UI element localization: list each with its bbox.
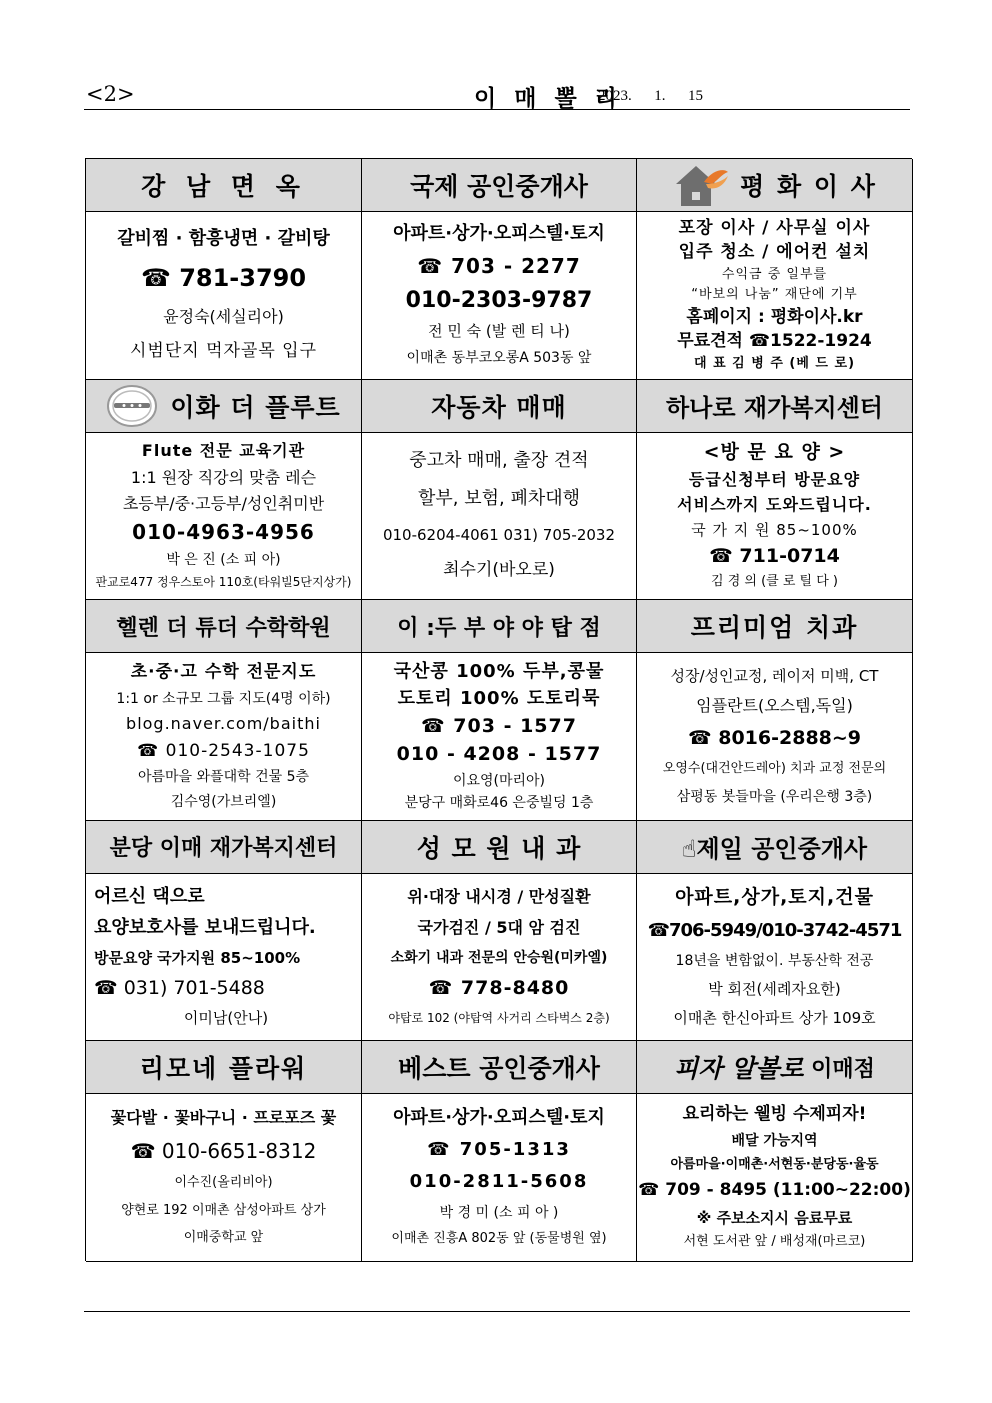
ad-address: 서현 도서관 앞 / 배성재(마르코): [683, 1234, 866, 1250]
ad-phone: ☎ 8016-2888~9: [687, 726, 862, 749]
ad-address: 분당구 매화로46 은중빌딩 1층: [404, 795, 594, 812]
ad-title: 프리미엄 치과: [637, 600, 912, 653]
ad-phone: ☎ 703 - 2277: [417, 253, 581, 278]
footer-divider: [84, 1311, 910, 1312]
ad-card-hanaro-welfare: [637, 380, 913, 601]
ad-title: 이 :두 부 야 야 탑 점: [362, 600, 636, 653]
ad-owner: 최수기(바오로): [443, 559, 555, 580]
ad-address: 이매중학교 앞: [183, 1230, 264, 1246]
ad-phone: ☎ 711-0714: [709, 545, 840, 568]
ad-donation: 수익금 중 일부를: [721, 266, 828, 282]
ad-card-limone-flower: [86, 1041, 362, 1262]
ad-phone: ☎ 703 - 1577: [421, 714, 577, 737]
ad-title: 평 화 이 사: [637, 159, 912, 212]
ad-title: [637, 1041, 912, 1094]
ad-donation: “바보의 나눔” 재단에 기부: [691, 286, 858, 302]
ad-owner: 오영수(대건안드레아) 치과 교정 전문의: [662, 761, 887, 777]
ad-product: 도토리 100% 도토리묵: [397, 687, 601, 709]
ad-description: 요양보호사를 보내드립니다.: [94, 917, 316, 939]
ad-card-helen-tudor-math: [86, 600, 362, 821]
ad-tagline: Flute 전문 교육기관: [141, 441, 306, 461]
issue-date: 2023. 1. 15: [598, 88, 703, 104]
ad-services: 아파트,상가,토지,건물: [675, 886, 874, 909]
ad-phone: 010-6204-4061 031) 705-2032: [382, 525, 616, 544]
header-divider: [84, 109, 910, 110]
ad-card-premium-dental: [637, 600, 913, 821]
ad-description: 서비스까지 도와드립니다.: [677, 495, 872, 515]
ad-phone: ☎ 705-1313: [427, 1139, 571, 1161]
ad-phone: ☎ 010-2543-1075: [137, 740, 310, 761]
ad-title: 분당 이매 재가복지센터: [86, 821, 361, 874]
ad-classes: 초등부/중·고등부/성인취미반: [122, 493, 325, 513]
ad-card-pyeonghwa-moving: [637, 159, 913, 380]
ad-card-ewha-flute: [86, 380, 362, 601]
ad-owner: 박 경 미 (소 피 아 ): [439, 1204, 559, 1221]
ad-brand: 피자 알볼로: [674, 1054, 804, 1084]
ad-owner: 대 표 김 병 주 (베 드 로): [693, 355, 856, 371]
ad-phone: 무료견적 ☎1522-1924: [677, 331, 872, 352]
ad-services: 아파트·상가·오피스텔·토지: [393, 223, 605, 245]
ad-phone: ☎ 010-6651-8312: [130, 1139, 317, 1164]
ad-title: 베스트 공인중개사: [362, 1041, 636, 1094]
ad-owner: 박 은 진 (소 피 아): [166, 551, 281, 568]
ad-doctor: 소화기 내과 전문의 안승원(미카엘): [390, 949, 608, 966]
ad-title: 강 남 면 옥: [86, 159, 361, 212]
ad-description: 18년을 변함없이. 부동산학 전공: [675, 953, 874, 970]
ad-address: 아름마을 와플대학 건물 5층: [137, 769, 310, 786]
ad-services: 임플란트(오스템,독일): [696, 696, 853, 716]
ad-card-seongmo-clinic: [362, 821, 637, 1042]
ad-card-gangnam-myeonok: [86, 159, 362, 380]
ad-tagline: 요리하는 웰빙 수제피자!: [682, 1103, 867, 1124]
ad-lessons: 1:1 or 소규모 그룹 지도(4명 이하): [116, 690, 331, 707]
ad-phone: ☎ 031) 701-5488: [94, 976, 265, 999]
ad-title: 헬렌 더 튜더 수학학원: [86, 600, 361, 653]
ad-homepage: 홈페이지 : 평화이사.kr: [686, 306, 863, 327]
ad-title: 하나로 재가복지센터: [637, 380, 912, 433]
bulletin-title: 이 매 뽈 리: [474, 86, 622, 112]
ad-mobile: 010-2811-5608: [409, 1171, 589, 1193]
page-header: [84, 80, 910, 110]
ad-address: 시범단지 먹자골목 입구: [129, 340, 318, 361]
ad-address: 야탑로 102 (야탑역 사거리 스타벅스 2층): [388, 1011, 610, 1026]
ad-mobile: 010-2303-9787: [405, 287, 593, 313]
ad-lessons: 1:1 원장 직강의 맞춤 레슨: [130, 467, 317, 487]
ad-card-bundang-imae-welfare: [86, 821, 362, 1042]
ad-blog: blog.naver.com/baithi: [126, 714, 321, 734]
ad-card-car-trading: [362, 380, 637, 601]
ad-owner: 이미남(안나): [183, 1009, 269, 1028]
ad-address: 이매촌 한신아파트 상가 109호: [673, 1008, 876, 1027]
ad-title: 이화 더 플루트: [86, 380, 361, 433]
page-number: <2>: [86, 82, 135, 106]
ad-phone: ☎706-5949/010-3742-4571: [647, 919, 902, 941]
ad-services: 성장/성인교정, 레이저 미백, CT: [670, 666, 879, 685]
ad-title: 성 모 원 내 과: [362, 821, 636, 874]
ad-tagline: 초·중·고 수학 전문지도: [130, 662, 317, 683]
ad-services: 포장 이사 / 사무실 이사: [678, 217, 871, 238]
ad-description: 어르신 댁으로: [94, 885, 205, 907]
ad-delivery-label: 배달 가능지역: [731, 1133, 818, 1150]
ad-owner: 김 경 의 (클 로 틸 다 ): [711, 574, 838, 590]
ad-owner: 이요영(마리아): [452, 772, 546, 789]
flute-logo-icon: [106, 384, 158, 428]
ad-services: 입주 청소 / 에어컨 설치: [678, 242, 871, 263]
ad-phone: ☎ 781-3790: [140, 264, 307, 293]
ad-services: 아파트·상가·오피스텔·토지: [393, 1106, 605, 1128]
ad-offer: ※ 주보소지시 음료무료: [696, 1208, 853, 1227]
ad-owner: 박 회전(세례자요한): [708, 979, 841, 998]
ad-address: 삼평동 봇들마을 (우리은행 3층): [676, 789, 873, 806]
house-dove-icon: [672, 162, 730, 208]
ad-support: 국 가 지 원 85~100%: [691, 520, 858, 539]
ad-owner: 윤정숙(세실리아): [163, 307, 284, 327]
ad-services: 할부, 보험, 폐차대행: [418, 488, 580, 510]
ad-services: 국가검진 / 5대 암 검진: [417, 917, 581, 937]
ad-support: 방문요양 국가지원 85~100%: [94, 948, 301, 967]
ad-card-jeil-realty: [637, 821, 913, 1042]
ad-phone: ☎ 709 - 8495 (11:00~22:00): [638, 1180, 911, 1201]
ad-products: 꽃다발 · 꽃바구니 · 프로포즈 꽃: [110, 1108, 337, 1128]
ad-card-best-realty: [362, 1041, 637, 1262]
ad-services: 위·대장 내시경 / 만성질환: [407, 887, 591, 907]
ad-card-gukje-realty: [362, 159, 637, 380]
ad-description: 등급신청부터 방문요양: [688, 469, 861, 489]
ad-phone: ☎ 778-8480: [428, 977, 570, 1000]
ad-title: 리모네 플라워: [86, 1041, 361, 1094]
ad-title: 국제 공인중개사: [362, 159, 636, 212]
ad-grid: [85, 158, 912, 1261]
ad-delivery-areas: 아름마을·이매촌·서현동·분당동·율동: [670, 1156, 879, 1172]
ad-mobile: 010 - 4208 - 1577: [396, 743, 602, 766]
ad-owner: 이수진(올리비아): [174, 1174, 273, 1190]
ad-services: 중고차 매매, 출장 견적: [409, 450, 589, 472]
ad-phone: 010-4963-4956: [132, 519, 315, 544]
ad-address: 양현로 192 이매촌 삼성아파트 상가: [121, 1202, 326, 1218]
ad-card-pizza-alvolo: [637, 1041, 913, 1262]
ad-title: 자동차 매매: [362, 380, 636, 433]
ad-address: 이매촌 진흥A 802동 앞 (동물병원 옆): [391, 1231, 607, 1247]
ad-product: 국산콩 100% 두부,콩물: [393, 660, 605, 682]
ad-service-title: <방 문 요 양 >: [703, 440, 846, 463]
ad-menu: 갈비찜 · 함흥냉면 · 갈비탕: [117, 228, 330, 250]
ad-owner: 전 민 숙 (발 렌 티 나): [428, 322, 570, 341]
ad-address: 판교로477 정우스토아 110호(타워빌5단지상가): [95, 574, 352, 589]
ad-owner: 김수영(가브리엘): [170, 793, 277, 810]
ad-card-idubuya: [362, 600, 637, 821]
ad-address: 이매촌 동부코오롱A 503동 앞: [406, 350, 592, 367]
ad-branch: 이매점: [803, 1056, 875, 1082]
ad-title: ☝제일 공인중개사: [637, 821, 912, 874]
